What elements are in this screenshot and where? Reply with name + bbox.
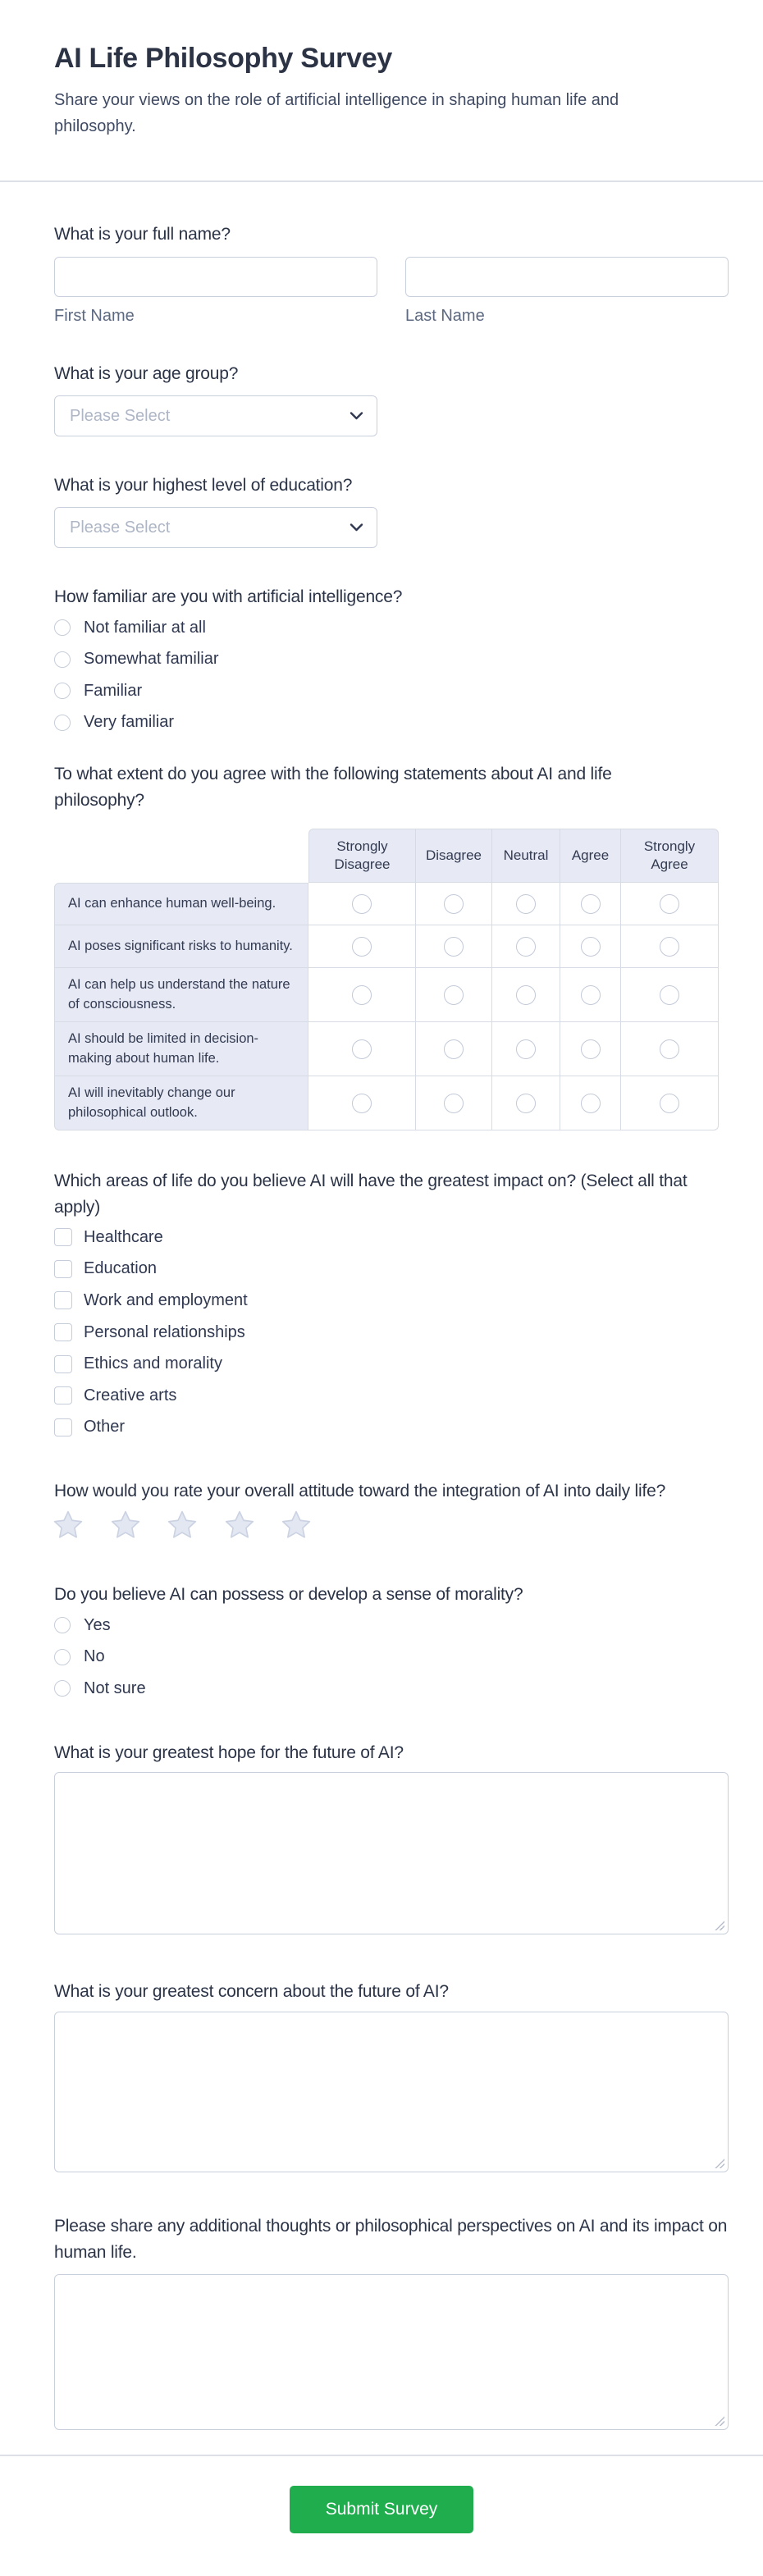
checkbox-icon[interactable]	[54, 1260, 72, 1278]
footer-divider	[0, 2455, 763, 2456]
option-label[interactable]: Yes	[84, 1615, 111, 1634]
matrix-cell-r1c1[interactable]	[308, 883, 416, 925]
matrix-row-label: AI can enhance human well-being.	[54, 883, 308, 925]
matrix-cell-r3c5[interactable]	[621, 968, 719, 1022]
matrix-cell-r5c3[interactable]	[492, 1076, 560, 1130]
attitude-rating-question-label: How would you rate your overall attitude toward the integration of AI into daily life?	[54, 1482, 666, 1500]
familiarity-option-very-familiar[interactable]	[54, 707, 219, 739]
matrix-cell-r4c1[interactable]	[308, 1022, 416, 1076]
matrix-row-label: AI will inevitably change our philosophical outlook.	[54, 1076, 308, 1130]
form-title: AI Life Philosophy Survey	[54, 43, 392, 74]
radio-icon[interactable]	[516, 985, 536, 1005]
option-label[interactable]: Ethics and morality	[84, 1354, 222, 1373]
checkbox-icon[interactable]	[54, 1323, 72, 1341]
matrix-cell-r2c2[interactable]	[416, 925, 492, 968]
star-icon-3[interactable]	[166, 1508, 199, 1542]
concern-textarea-wrap	[54, 2012, 729, 2172]
radio-icon[interactable]	[660, 894, 679, 914]
radio-icon[interactable]	[54, 619, 71, 636]
impact-option-education[interactable]	[54, 1254, 248, 1286]
matrix-column-header: Strongly Agree	[621, 829, 719, 883]
familiarity-option-familiar[interactable]	[54, 675, 219, 707]
radio-icon[interactable]	[54, 1649, 71, 1665]
option-label[interactable]: Personal relationships	[84, 1322, 245, 1341]
radio-icon[interactable]	[581, 1039, 601, 1059]
first-name-input[interactable]	[54, 257, 377, 297]
option-label[interactable]: No	[84, 1647, 105, 1666]
radio-icon[interactable]	[54, 1680, 71, 1697]
impact-option-other[interactable]	[54, 1412, 248, 1444]
radio-icon[interactable]	[444, 985, 464, 1005]
option-label[interactable]: Somewhat familiar	[84, 650, 219, 669]
matrix-cell-r4c5[interactable]	[621, 1022, 719, 1076]
matrix-column-header: Neutral	[492, 829, 560, 883]
option-label[interactable]: Other	[84, 1418, 126, 1436]
matrix-column-header: Strongly Disagree	[308, 829, 416, 883]
matrix-cell-r3c1[interactable]	[308, 968, 416, 1022]
checkbox-icon[interactable]	[54, 1355, 72, 1373]
radio-icon[interactable]	[581, 1094, 601, 1113]
concern-question-label: What is your greatest concern about the future of AI?	[54, 1982, 449, 2001]
matrix-cell-r4c2[interactable]	[416, 1022, 492, 1076]
hope-textarea[interactable]	[54, 1772, 729, 1934]
radio-icon[interactable]	[54, 651, 71, 668]
submit-survey-button[interactable]: Submit Survey	[290, 2486, 473, 2533]
matrix-row-label: AI can help us understand the nature of consciousness.	[54, 968, 308, 1022]
matrix-cell-r3c3[interactable]	[492, 968, 560, 1022]
matrix-cell-r1c4[interactable]	[560, 883, 621, 925]
resize-handle[interactable]	[714, 1920, 724, 1930]
matrix-cell-r5c4[interactable]	[560, 1076, 621, 1130]
radio-icon[interactable]	[444, 1094, 464, 1113]
option-label[interactable]: Work and employment	[84, 1290, 248, 1309]
additional-textarea[interactable]	[54, 2274, 729, 2430]
star-icon-1[interactable]	[52, 1508, 85, 1542]
familiarity-option-somewhat[interactable]	[54, 644, 219, 676]
matrix-cell-r5c1[interactable]	[308, 1076, 416, 1130]
matrix-cell-r2c1[interactable]	[308, 925, 416, 968]
radio-icon[interactable]	[516, 1094, 536, 1113]
familiarity-option-not-familiar[interactable]	[54, 612, 219, 644]
impact-option-relationships[interactable]	[54, 1317, 248, 1349]
radio-icon[interactable]	[660, 985, 679, 1005]
radio-icon[interactable]	[352, 1039, 372, 1059]
radio-icon[interactable]	[581, 894, 601, 914]
concern-textarea[interactable]	[54, 2012, 729, 2172]
additional-question-label: Please share any additional thoughts or philosophical perspectives on AI and its impact on human life.	[54, 2217, 728, 2262]
matrix-cell-r1c5[interactable]	[621, 883, 719, 925]
checkbox-icon[interactable]	[54, 1386, 72, 1404]
matrix-row-label: AI poses significant risks to humanity.	[54, 925, 308, 968]
matrix-cell-r3c2[interactable]	[416, 968, 492, 1022]
education-placeholder: Please Select	[70, 518, 171, 537]
matrix-corner-cell	[54, 829, 308, 883]
checkbox-icon[interactable]	[54, 1418, 72, 1436]
full-name-question-label: What is your full name?	[54, 225, 231, 244]
hope-question-label: What is your greatest hope for the future of AI?	[54, 1743, 404, 1762]
star-icon-5[interactable]	[280, 1508, 313, 1542]
matrix-column-header: Agree	[560, 829, 621, 883]
impact-areas-question-label: Which areas of life do you believe AI will have the greatest impact on? (Select all that apply)	[54, 1172, 688, 1217]
radio-icon[interactable]	[516, 894, 536, 914]
age-group-question-label: What is your age group?	[54, 364, 239, 383]
radio-icon[interactable]	[54, 1617, 71, 1633]
morality-question-label: Do you believe AI can possess or develop a sense of morality?	[54, 1585, 523, 1604]
radio-icon[interactable]	[352, 985, 372, 1005]
option-label[interactable]: Healthcare	[84, 1227, 163, 1246]
agreement-matrix-table	[54, 829, 719, 1130]
radio-icon[interactable]	[444, 937, 464, 957]
matrix-cell-r5c2[interactable]	[416, 1076, 492, 1130]
resize-handle[interactable]	[714, 2158, 724, 2168]
radio-icon[interactable]	[444, 1039, 464, 1059]
radio-icon[interactable]	[660, 1094, 679, 1113]
morality-option-yes[interactable]	[54, 1610, 146, 1642]
star-icon-4[interactable]	[223, 1508, 256, 1542]
radio-icon[interactable]	[581, 985, 601, 1005]
chevron-down-icon	[350, 412, 363, 421]
last-name-sublabel: Last Name	[405, 307, 485, 325]
checkbox-icon[interactable]	[54, 1228, 72, 1246]
morality-option-no[interactable]	[54, 1642, 146, 1674]
impact-areas-options	[54, 1222, 248, 1443]
radio-icon[interactable]	[54, 683, 71, 699]
impact-option-ethics[interactable]	[54, 1348, 248, 1380]
impact-option-healthcare[interactable]	[54, 1222, 248, 1254]
familiarity-question-label: How familiar are you with artificial intelligence?	[54, 587, 403, 606]
matrix-cell-r3c4[interactable]	[560, 968, 621, 1022]
additional-textarea-wrap	[54, 2274, 729, 2430]
option-label[interactable]: Education	[84, 1259, 157, 1278]
impact-option-creative-arts[interactable]	[54, 1380, 248, 1412]
option-label[interactable]: Familiar	[84, 681, 143, 700]
morality-option-not-sure[interactable]	[54, 1673, 146, 1705]
star-rating	[52, 1508, 313, 1542]
resize-handle[interactable]	[714, 2415, 724, 2426]
matrix-cell-r2c4[interactable]	[560, 925, 621, 968]
option-label[interactable]: Creative arts	[84, 1386, 177, 1404]
matrix-cell-r2c3[interactable]	[492, 925, 560, 968]
matrix-cell-r5c5[interactable]	[621, 1076, 719, 1130]
matrix-column-header: Disagree	[416, 829, 492, 883]
checkbox-icon[interactable]	[54, 1291, 72, 1309]
option-label[interactable]: Very familiar	[84, 713, 175, 732]
education-question-label: What is your highest level of education?	[54, 476, 353, 495]
radio-icon[interactable]	[516, 937, 536, 957]
matrix-cell-r1c2[interactable]	[416, 883, 492, 925]
age-group-select[interactable]	[54, 395, 377, 436]
matrix-cell-r1c3[interactable]	[492, 883, 560, 925]
radio-icon[interactable]	[444, 894, 464, 914]
matrix-cell-r4c4[interactable]	[560, 1022, 621, 1076]
radio-icon[interactable]	[352, 1094, 372, 1113]
age-group-placeholder: Please Select	[70, 406, 171, 425]
form-header	[0, 0, 763, 182]
matrix-row-label: AI should be limited in decision-making about human life.	[54, 1022, 308, 1076]
form-subtitle: Share your views on the role of artificial intelligence in shaping human life and philosophy.	[54, 91, 619, 136]
radio-icon[interactable]	[660, 937, 679, 957]
impact-option-work[interactable]	[54, 1285, 248, 1317]
radio-icon[interactable]	[352, 937, 372, 957]
morality-options	[54, 1610, 146, 1705]
radio-icon[interactable]	[516, 1039, 536, 1059]
radio-icon[interactable]	[352, 894, 372, 914]
first-name-sublabel: First Name	[54, 307, 135, 325]
chevron-down-icon	[350, 523, 363, 532]
radio-icon[interactable]	[581, 937, 601, 957]
radio-icon[interactable]	[54, 715, 71, 731]
star-icon-2[interactable]	[109, 1508, 142, 1542]
familiarity-options	[54, 612, 219, 738]
education-select[interactable]	[54, 507, 377, 548]
option-label[interactable]: Not sure	[84, 1679, 146, 1697]
matrix-cell-r4c3[interactable]	[492, 1022, 560, 1076]
hope-textarea-wrap	[54, 1772, 729, 1934]
matrix-cell-r2c5[interactable]	[621, 925, 719, 968]
option-label[interactable]: Not familiar at all	[84, 618, 206, 637]
radio-icon[interactable]	[660, 1039, 679, 1059]
last-name-input[interactable]	[405, 257, 729, 297]
agreement-matrix-question-label: To what extent do you agree with the following statements about AI and life philosophy?	[54, 765, 612, 810]
